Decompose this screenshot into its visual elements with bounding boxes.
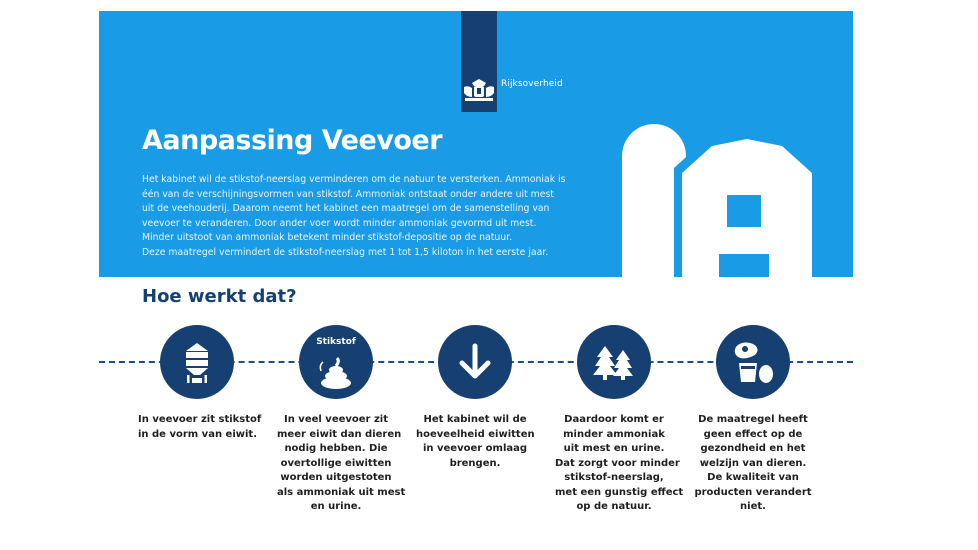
step-4-line: Dat zorgt voor minder [555,457,680,469]
intro-line: Het kabinet wil de stikstof-neerslag verminderen om de natuur te versterken. Ammoniak is [142,174,566,185]
step-4-icon [577,325,651,399]
infographic [99,11,853,539]
step-4-line: op de natuur. [576,501,652,512]
step-5-line: geen effect op de [703,428,803,440]
step-3-icon [438,325,512,399]
step-5-icon [716,325,790,399]
intro-line: uit de veehouderij. Daarom neemt het kabinet een maatregel om de samenstelling van [142,203,550,215]
step-2-line: overtollige eiwitten [280,457,392,469]
step-2-line: en urine. [310,501,362,512]
step-1-line: In veevoer zit stikstof [138,414,262,425]
feed-silo-icon [177,340,217,384]
trees-icon [592,342,636,382]
step-4-line: uit mest en urine. [563,443,665,454]
step-2-text [277,413,406,515]
step-4-line: minder ammoniak [563,428,665,440]
manure-icon [316,351,356,391]
step-3-line: in veevoer omlaag [422,443,528,454]
step-3-line: hoeveelheid eiwitten [416,428,535,440]
intro-line: veevoer te veranderen. Door ander voer wordt minder ammoniak gevormd uit mest. [142,217,537,229]
step-4-line: met een gunstig effect [555,486,684,498]
step-5-line: niet. [740,501,766,512]
step-4-line: stikstof-neerslag, [564,472,664,483]
step-3-text [416,413,534,471]
step-2-icon-label: Stikstof [316,337,356,347]
step-5-text [694,413,812,515]
step-1-icon [160,325,234,399]
step-1-line: in de vorm van eiwit. [138,428,257,440]
step-2-line: In veel veevoer zit [283,414,388,425]
step-3-line: brengen. [449,457,501,469]
step-4-line: Daardoor komt er [564,414,664,425]
step-2-line: meer eiwit dan dieren [277,428,402,440]
step-5-line: De maatregel heeft [698,414,808,425]
step-2-line: worden uitgestoten [280,472,392,483]
intro-line: Deze maatregel vermindert de stikstof-neerslag met 1 tot 1,5 kiloton in het eerste jaar. [142,246,549,258]
step-4-text [555,413,684,515]
step-5-line: welzijn van dieren. [699,457,807,469]
step-2-icon [299,325,373,399]
step-5-line: producten verandert [694,486,812,498]
coat-of-arms-icon [460,77,498,103]
step-5-line: De kwaliteit van [707,472,799,483]
header-banner [99,11,853,277]
page-title: Aanpassing Veevoer [142,125,443,156]
brand-name: Rijksoverheid [501,79,563,89]
intro-line: één van de verschijningsvormen van stikstof. Ammoniak ontstaat onder andere uit mest [142,188,554,200]
step-3-line: Het kabinet wil de [423,414,527,425]
step-1-text [138,413,262,442]
section-title: Hoe werkt dat? [142,286,297,307]
meat-milk-egg-icon [729,339,777,385]
arrow-down-icon [455,342,495,382]
intro-line: Minder uitstoot van ammoniak betekent minder stikstof-depositie op de natuur. [142,232,513,244]
step-5-line: gezondheid en het [700,443,806,454]
intro-text [142,173,582,261]
step-2-line: nodig hebben. Die [284,443,388,454]
step-2-line: als ammoniak uit mest [277,486,406,498]
barn-illustration [607,116,853,277]
